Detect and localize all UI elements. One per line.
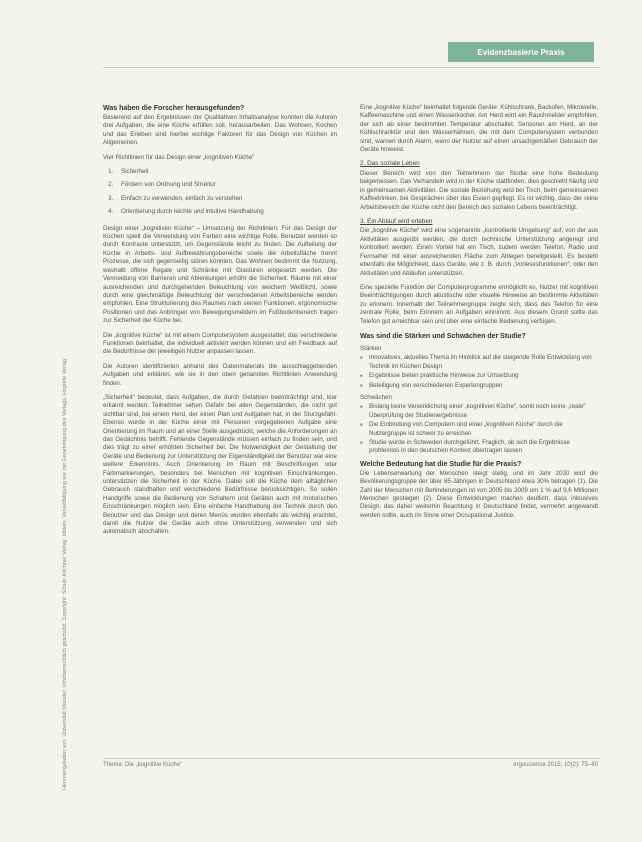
- heading-practice-relevance: Welche Bedeutung hat die Studie für die Praxis?: [360, 460, 522, 468]
- list-item: ■ Beteiligung von verschiedenen Expertengruppen: [369, 382, 598, 390]
- footer-title: Thema: Die „kognitive Küche“: [103, 762, 183, 768]
- list-item: 2. Fördern von Ordnung und Struktur: [115, 181, 337, 189]
- paragraph: Die „kognitive Küche“ ist mit einem Computersystem ausgestattet, das verschiedene Funktionen beinhaltet, die individuell aktiviert werden können und ein Feedback auf die Bedürfnisse der jeweiligen Nutzer anpassen lassen.: [103, 331, 337, 356]
- side-copyright-note: Heruntergeladen von: Universität Münster. Urheberrechtlich geschützt. Copyright: Schulz-Kirchner Verlag. Idstein. Vervielfältigung nur mit Genehmigung des Verlags. Hogrefe Verlag.: [62, 357, 68, 790]
- list-item: ■ Ergebnisse bieten praktische Hinweise zur Umsetzung: [369, 372, 598, 380]
- list-item: 3. Einfach zu verwenden, einfach zu verstehen: [115, 195, 337, 203]
- subheading-experience: 3. Ein Ablauf wird erleben: [360, 217, 433, 225]
- list-item: ■ Innovatives, aktuelles Thema im Hinblick auf die steigende Rolle Entwicklung von Technik im Küchen Design: [369, 354, 598, 371]
- paragraph: Design einer „kognitiven Küche“ – Umsetzung der Richtlinien: Für das Design der Küchen spielt die Verwendung von Farben eine wichtige Rolle. Benutzer werden so durch Kontraste unterstützt, um Gegenstände leicht zu finden. Die Aufteilung der Küche in Arbeits- und Aufbewahrungsbereiche sowie die Arbeitsfläche trennt Prozesse, die sich gegenseitig stören könnten. Das Wohnen bestimmt die Nutzung, weshalb offene Regale und Schränke mit Glastüren eingesetzt werden. Die Vermeidung von Barrieren und Ablenkungen erhöht die Sicherheit. Räume mit einer ausreichenden und durchgehenden Beleuchtung von weichem Weißlicht, sowie durch eine gleichmäßige Beleuchtung der verschiedenen Arbeitsbereiche werden empfohlen. Eine Strukturierung des Raumes nach seinen Funktionen, ergonomische Positionen und das Anbringen von Bewegungsmeldern im Fußbodenbereich tragen zur Sicherheit der Küche bei.: [103, 224, 337, 325]
- weaknesses-title: Schwächen: [360, 393, 392, 401]
- heading-strengths-weaknesses: Was sind die Stärken und Schwächen der Studie?: [360, 332, 526, 340]
- paragraph: Die Autoren identifizierten anhand des Datenmaterials die ausschlaggebenden Aufgaben und erklären, wie sie in den oben genannten Richtlinien Anwendung finden.: [103, 362, 337, 387]
- footer-citation: ergoscience 2015; 10(2): 75–80: [513, 762, 598, 768]
- paragraph: „Sicherheit“ bedeutet, dass Aufgaben, die durch Gefahren beeinträchtigt sind, klar erkannt werden. Teilnehmer sehen Gefahr bei allen Gegenständen, die nicht gut sichtbar sind, bei einem Herd, der einen Plan und Aufgaben hat, in der Sturzgefahr. Ebenso wurde in der Küche einer mit Personen vorgegebenen Aufgabe eine Orientierung im Raum und an einer Stelle ausgedrückt, welche die Anforderungen an das Gedächtnis betrifft. Fehlende Gegenstände müssen einfach zu finden sein, und dies trägt zu einer erhöhten Sicherheit bei. Die Notwendigkeit der Gestaltung der Geräte und Bedienung zur Unterstützung der Eigenständigkeit der Benutzer war eine weitere Erkenntnis. Auch Orientierung im Raum mit Beschriftungen oder Farbmarkierungen, besonders bei Menschen mit kognitiven Einschränkungen, unterstützen die Sicherheit in der Küche. Dabei soll die Küche dem alltäglichen Gebrauch standhalten und verschiedene Bedürfnisse berücksichtigen. So sollen Handgriffe sowie die Bedienung von Schaltern und Geräten auch mit motorischen Einschränkungen möglich sein. Eine einfache Handhabung der Technik durch den Benutzer und das Design und deren Menüs wurden ebenfalls als wichtig erachtet, damit die Nutzer die Geräte auch ohne Unterstützung verwenden und sich automatisch abschalten.: [103, 393, 337, 536]
- paragraph: Die Lebenserwartung der Menschen steigt stetig, und im Jahr 2030 wird die Bevölkerungsgruppe der über 65-Jährigen in Deutschland etwa 30% betragen (1). Die Zahl der Menschen mit Behinderungen ist von 2005 bis 2009 um 1 % auf 9,6 Millionen Menschen gestiegen (2). Diese Entwicklungen machen deutlich, dass inklusives Design, das daher weiterhin Beachtung in Deutschland findet, vermehrt angewandt werden sollte, auch im Sinne einer Occupational Justice.: [360, 469, 598, 519]
- paragraph: Basierend auf den Ergebnissen der Qualitativen Inhaltsanalyse konnten die Autoren drei Aufgaben, die eine Küche erfüllen soll, herausarbeiten. Das Wohnen, Kochen und das Erleben sind hierbei wichtige Faktoren für das Design von Küchen im Allgemeinen.: [103, 114, 337, 147]
- top-rule: [103, 67, 600, 68]
- heading-findings: Was haben die Forscher herausgefunden?: [103, 105, 245, 112]
- guidelines-list: [103, 168, 337, 217]
- weaknesses-list: [360, 403, 598, 455]
- strengths-list: [360, 354, 598, 390]
- section-tab: Evidenzbasierte Praxis: [448, 42, 594, 62]
- paragraph: Dieser Bereich wird von den Teilnehmern der Studie eine hohe Bedeutung beigemessen. Das Verhandeln wird in der Küche stattfinden, dies geschieht häufig und in gemeinsamen Aktivitäten. Die soziale Beziehung wird bei Tisch, beim gemeinsamen Kaffeetrinken, bei Gesprächen über das Essen gepflegt. Es ist wichtig, dass der reine Arbeitsbereich der Küche nicht den Bereich des sozialen Lebens beeinträchtigt.: [360, 169, 598, 211]
- paragraph: Die „kognitive Küche“ wird eine sogenannte „kontrollierte Umgebung“ auf, von der aus Aktivitäten ausgeübt werden, die durch technische Unterstützung angeregt und kontrolliert werden. Einen Vorteil hat ein Tisch, zudem werden Telefon, Radio und Fernseher mit einer ausreichenden Fläche zum Ablegen bereitgestellt. Es besteht ebenfalls die Möglichkeit, dass Geräte, wie z. B. durch „Vorlesesfunktionen“, oder den Aktivitäten und Abläufen unterstützen.: [360, 227, 598, 277]
- list-item: 4. Orientierung durch leichte und intuitive Handhabung: [115, 208, 337, 216]
- strengths-title: Stärken: [360, 344, 382, 352]
- subheading-social-life: 2. Das soziale Leben: [360, 160, 420, 168]
- paragraph: Eine „kognitive Küche“ beinhaltet folgende Geräte: Kühlschrank, Backofen, Mikrowelle, Kaffeemaschine und einen Wasserkocher. Am Herd wird ein Rauchmelder empfohlen, der sich ab einer bestimmten Temperatur abschaltet. Sensoren am Herd, an der Kühlschranktür und den Wasserhähnen, die mit dem Computersystem verbunden sind, warnen durch Alarm, wenn der Nutzer auf einen unsachgemäßen Gebrauch der Geräte hinweist.: [360, 104, 598, 154]
- right-column: [360, 104, 598, 526]
- list-item: ■ Studie wurde in Schweden durchgeführt. Fraglich, ob sich die Ergebnisse problemlos in den deutschen Kontext übertragen lassen: [369, 439, 598, 456]
- list-item: ■ Die Einbindung von Computern und einer „kognitiven Küche“ durch die Nutzergruppe ist schwer zu erreichen: [369, 421, 598, 438]
- list-item: 1. Sicherheit: [115, 168, 337, 176]
- left-column: [103, 104, 337, 543]
- paragraph: Eine spezielle Funktion der Computerprogramme ermöglicht es, Nutzer mit kognitiven Beeinträchtigungen durch akustische oder visuelle Hinweise an bestimmte Aktivitäten zu erinnern. Innerhalb der Teilnehmergruppe zeigte sich, dass das Telefon für eine zentrale Rolle, beim Erinnern an Aufgaben einnimmt. Aus diesem Grund sollte das Telefon gut erreichbar sein und über eine einfache Bedienung verfügen.: [360, 283, 598, 325]
- list-item: ■ Bislang keine Verwirklichung einer „kognitiven Küche“, somit noch keine „reale“ Überprüfung der Studienergebnisse: [369, 403, 598, 420]
- paragraph: Vier Richtlinien für das Design einer „kognitiven Küche“: [103, 153, 255, 161]
- footer-rule: [103, 758, 600, 759]
